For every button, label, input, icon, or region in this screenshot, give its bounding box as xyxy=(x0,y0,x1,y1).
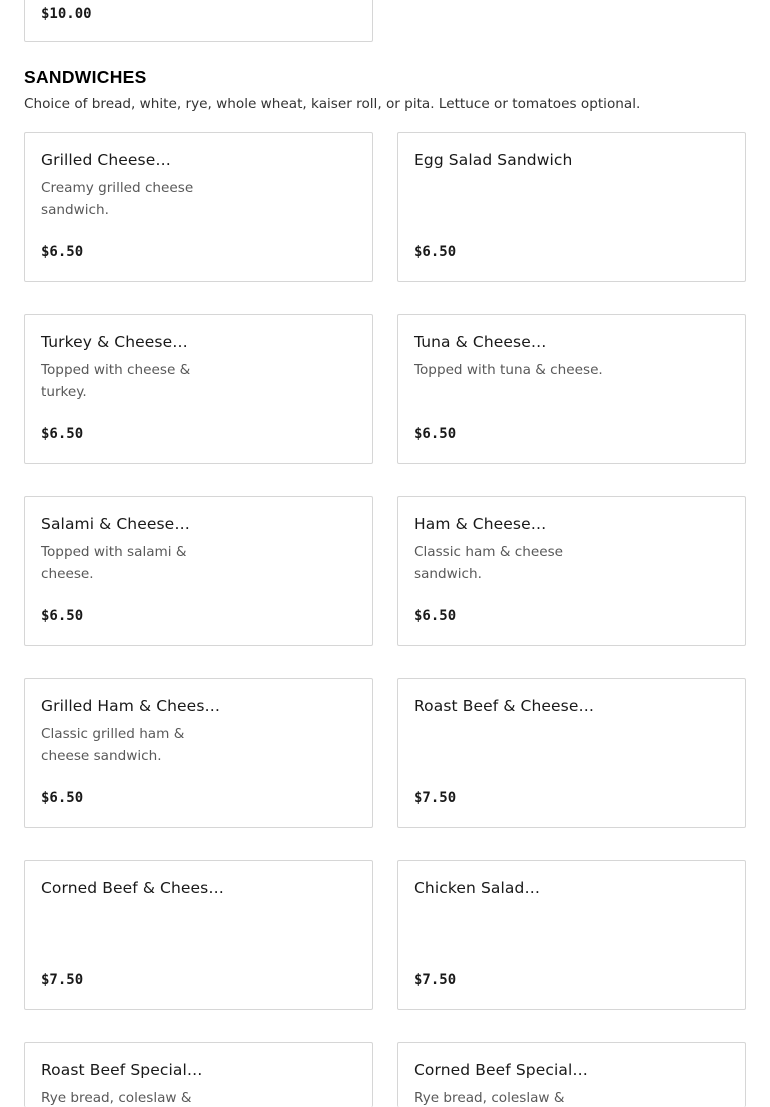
menu-item-card[interactable] xyxy=(397,132,746,282)
menu-item-card[interactable] xyxy=(397,496,746,646)
item-price: $7.50 xyxy=(41,972,84,988)
item-name: Chicken Salad… xyxy=(414,879,541,897)
item-description: Topped with tuna & cheese. xyxy=(414,362,603,378)
item-name: Ham & Cheese… xyxy=(414,515,547,533)
item-name: Grilled Cheese… xyxy=(41,151,171,169)
item-price: $6.50 xyxy=(41,608,84,624)
item-name: Grilled Ham & Chees… xyxy=(41,697,221,715)
item-price: $6.50 xyxy=(41,244,84,260)
item-name: Corned Beef Special… xyxy=(414,1061,588,1079)
item-name: Turkey & Cheese… xyxy=(41,333,188,351)
item-name: Tuna & Cheese… xyxy=(414,333,547,351)
section-description: Choice of bread, white, rye, whole wheat, kaiser roll, or pita. Lettuce or tomatoes optional. xyxy=(24,96,641,112)
item-description: Classic ham & cheese sandwich. xyxy=(414,544,564,582)
menu-item-card[interactable] xyxy=(24,678,373,828)
item-description: Topped with salami & cheese. xyxy=(41,544,187,582)
item-price: $7.50 xyxy=(414,790,457,806)
menu-item-card[interactable] xyxy=(397,314,746,464)
item-name: Corned Beef & Chees… xyxy=(41,879,224,897)
item-price: $6.50 xyxy=(41,790,84,806)
item-name: Salami & Cheese… xyxy=(41,515,190,533)
item-price: $6.50 xyxy=(414,608,457,624)
item-name: Egg Salad Sandwich xyxy=(414,151,573,169)
menu-item-card[interactable] xyxy=(24,496,373,646)
item-description: Rye bread, coleslaw & xyxy=(41,1090,192,1106)
item-price: $7.50 xyxy=(414,972,457,988)
item-name: Roast Beef Special… xyxy=(41,1061,203,1079)
menu-item-card[interactable] xyxy=(397,678,746,828)
item-price: $6.50 xyxy=(414,426,457,442)
item-name: Roast Beef & Cheese… xyxy=(414,697,595,715)
menu-item-card[interactable] xyxy=(24,860,373,1010)
menu-item-card[interactable] xyxy=(24,314,373,464)
item-description: Creamy grilled cheese sandwich. xyxy=(41,180,194,218)
item-price: $6.50 xyxy=(414,244,457,260)
menu-item-card-previous[interactable] xyxy=(24,0,373,42)
menu-item-card[interactable] xyxy=(397,1042,746,1107)
item-price: $10.00 xyxy=(41,6,92,22)
menu-item-card[interactable] xyxy=(397,860,746,1010)
section-title: SANDWICHES xyxy=(24,67,147,87)
item-price: $6.50 xyxy=(41,426,84,442)
menu-item-card[interactable] xyxy=(24,1042,373,1107)
item-description: Classic grilled ham & cheese sandwich. xyxy=(41,726,185,764)
item-description: Topped with cheese & turkey. xyxy=(41,362,191,400)
menu-item-card[interactable] xyxy=(24,132,373,282)
item-description: Rye bread, coleslaw & xyxy=(414,1090,565,1106)
